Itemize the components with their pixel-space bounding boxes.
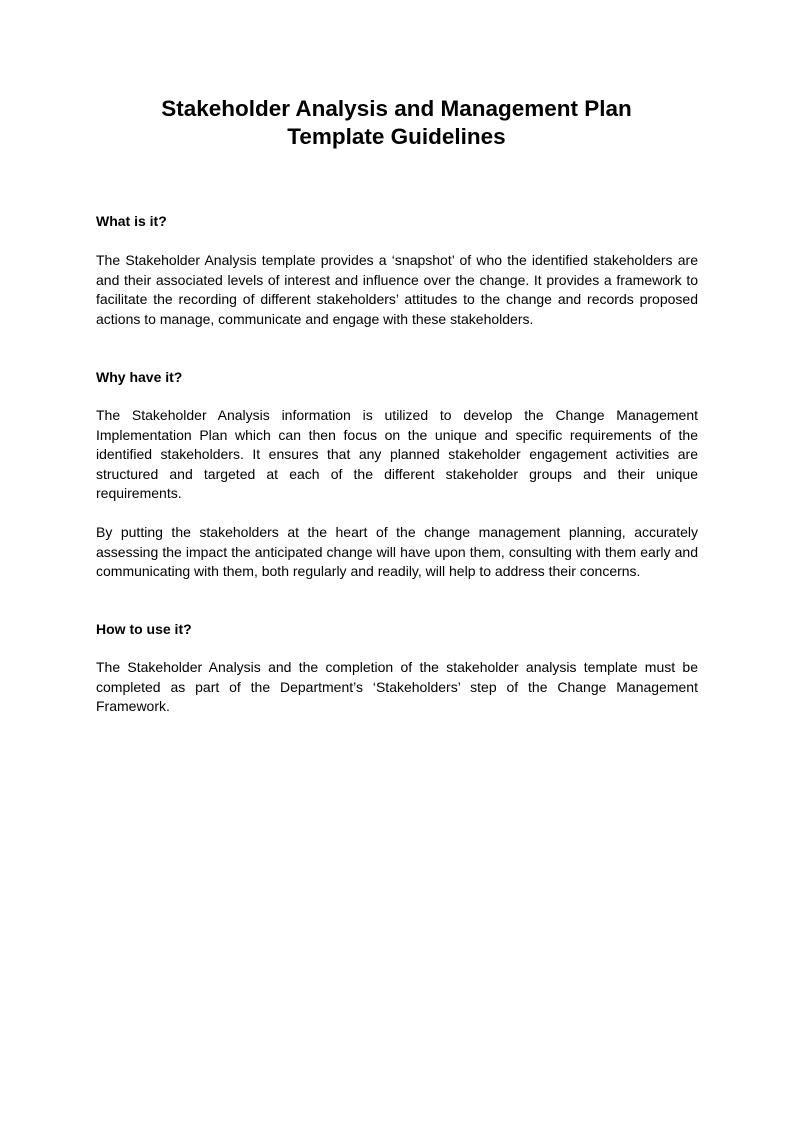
section-paragraph-what: The Stakeholder Analysis template provides a ‘snapshot’ of who the identified stakeholders are and their associated levels of interest and influence over the change. It provides a framework to facilitate the recording of different stakeholders’ attitudes to the change and records proposed actions to manage, communicate and engage with these stakeholders. — [96, 252, 698, 327]
section-paragraph-why-1: The Stakeholder Analysis information is utilized to develop the Change Management Implementation Plan which can then focus on the unique and specific requirements of the identified stakeholders. It ensures that any planned stakeholder engagement activities are structured and targeted at each of the different stakeholder groups and their unique requirements. — [96, 407, 698, 501]
document-title — [96, 95, 697, 151]
section-paragraph-how: The Stakeholder Analysis and the completion of the stakeholder analysis template must be completed as part of the Department’s ‘Stakeholders’ step of the Change Management Framework. — [96, 659, 698, 714]
section-paragraph-why-2: By putting the stakeholders at the heart of the change management planning, accurately assessing the impact the anticipated change will have upon them, consulting with them early and communicating with them, both regularly and readily, will help to address their concerns. — [96, 524, 698, 579]
section-heading-why: Why have it? — [96, 369, 183, 385]
title-line-2: Template Guidelines — [287, 124, 506, 149]
section-heading-how: How to use it? — [96, 621, 192, 637]
title-line-1: Stakeholder Analysis and Management Plan — [161, 96, 632, 121]
section-heading-what: What is it? — [96, 213, 167, 229]
